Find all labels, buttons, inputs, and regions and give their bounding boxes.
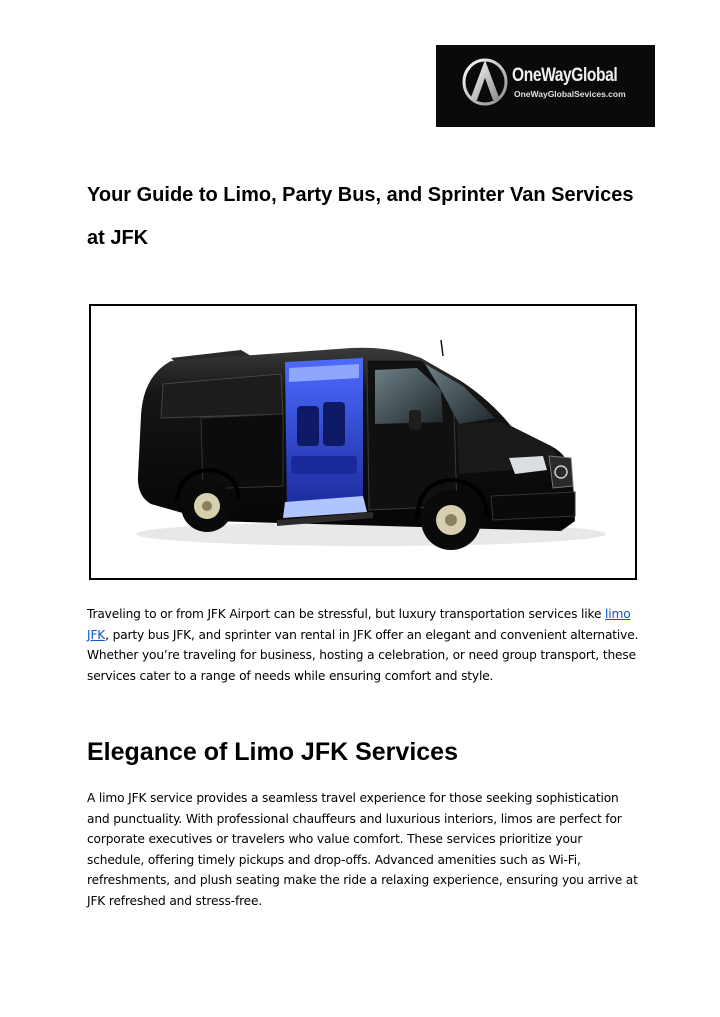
intro-text-after-link: , party bus JFK, and sprinter van rental in JFK offer an elegant and convenient alternative. Whether you’re traveling for business, hosting a celebration, or need group transport, these services cater to a range of needs while ensuring comfort and style. <box>87 627 639 683</box>
document-title: Your Guide to Limo, Party Bus, and Sprinter Van Services at JFK <box>87 184 634 249</box>
section-heading: Elegance of Limo JFK Services <box>87 738 458 766</box>
logo-url: OneWayGlobalSevices.com <box>514 89 626 99</box>
logo-name: OneWayGlobal <box>512 65 618 86</box>
intro-paragraph <box>87 604 639 686</box>
hero-image-frame <box>89 304 637 580</box>
sprinter-van-image <box>91 306 635 578</box>
limo-jfk-link[interactable]: limo JFK <box>87 607 631 642</box>
intro-text-before-link: Traveling to or from JFK Airport can be stressful, but luxury transportation services like <box>87 607 606 621</box>
section-paragraph: A limo JFK service provides a seamless travel experience for those seeking sophistication and punctuality. With professional chauffeurs and luxurious interiors, limos are perfect for corporate executives or travelers who value comfort. These services prioritize your schedule, offering timely pickups and drop-offs. Advanced amenities such as Wi-Fi, refreshments, and plush seating make the ride a relaxing experience, ensuring you arrive at JFK refreshed and stress-free. <box>87 791 638 908</box>
company-logo <box>436 45 655 127</box>
logo-a-icon <box>462 56 508 106</box>
